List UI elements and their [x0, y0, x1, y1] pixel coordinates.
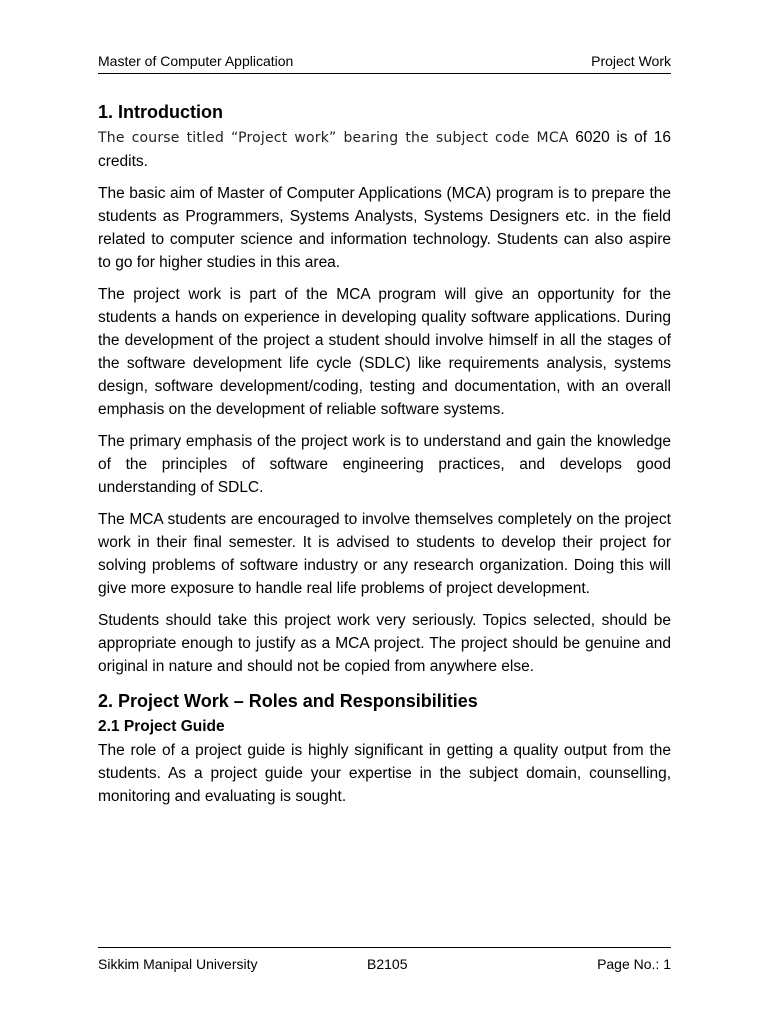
section-2-1-heading: 2.1 Project Guide [98, 718, 225, 735]
intro-light-text: The course titled “Project work” bearing the subject code MCA [98, 130, 569, 146]
section-1-heading: 1. Introduction [98, 102, 223, 122]
intro-paragraph [98, 126, 671, 173]
paragraph-project-guide: The role of a project guide is highly significant in getting a quality output from the students. As a project guide your expertise in the subject domain, counselling, monitoring and evaluating is sought. [98, 742, 671, 805]
header-course-title: Master of Computer Application [98, 53, 294, 69]
footer-code: B2105 [367, 956, 408, 972]
footer-university: Sikkim Manipal University [98, 956, 258, 972]
paragraph-aim: The basic aim of Master of Computer Applications (MCA) program is to prepare the students as Programmers, Systems Analysts, Systems Designers etc. in the field related to computer science and information technology. Students can also aspire to go for higher studies in this area. [98, 185, 671, 271]
page-footer [98, 947, 671, 978]
page-header [98, 51, 671, 74]
header-document-title: Project Work [591, 53, 671, 69]
intro-rest-text: 6020 is of 16 credits. [98, 129, 671, 170]
page-content [98, 98, 671, 817]
paragraph-project-work: The project work is part of the MCA program will give an opportunity for the students a hands on experience in developing quality software applications. During the development of the project a student should involve himself in all the stages of the software development life cycle (SDLC) like requirements analysis, systems design, software development/coding, testing and documentation, with an overall emphasis on the development of reliable software systems. [98, 286, 671, 418]
section-2-heading: 2. Project Work – Roles and Responsibilities [98, 691, 478, 711]
paragraph-seriously: Students should take this project work very seriously. Topics selected, should be appropriate enough to justify as a MCA project. The project should be genuine and original in nature and should not be copied from anywhere else. [98, 612, 671, 675]
paragraph-primary-emphasis: The primary emphasis of the project work is to understand and gain the knowledge of the principles of software engineering practices, and develops good understanding of SDLC. [98, 433, 671, 496]
footer-page-number: Page No.: 1 [597, 956, 671, 972]
paragraph-encouraged: The MCA students are encouraged to involve themselves completely on the project work in their final semester. It is advised to students to develop their project for solving problems of software industry or any research organization. Doing this will give more exposure to handle real life problems of project development. [98, 511, 671, 597]
